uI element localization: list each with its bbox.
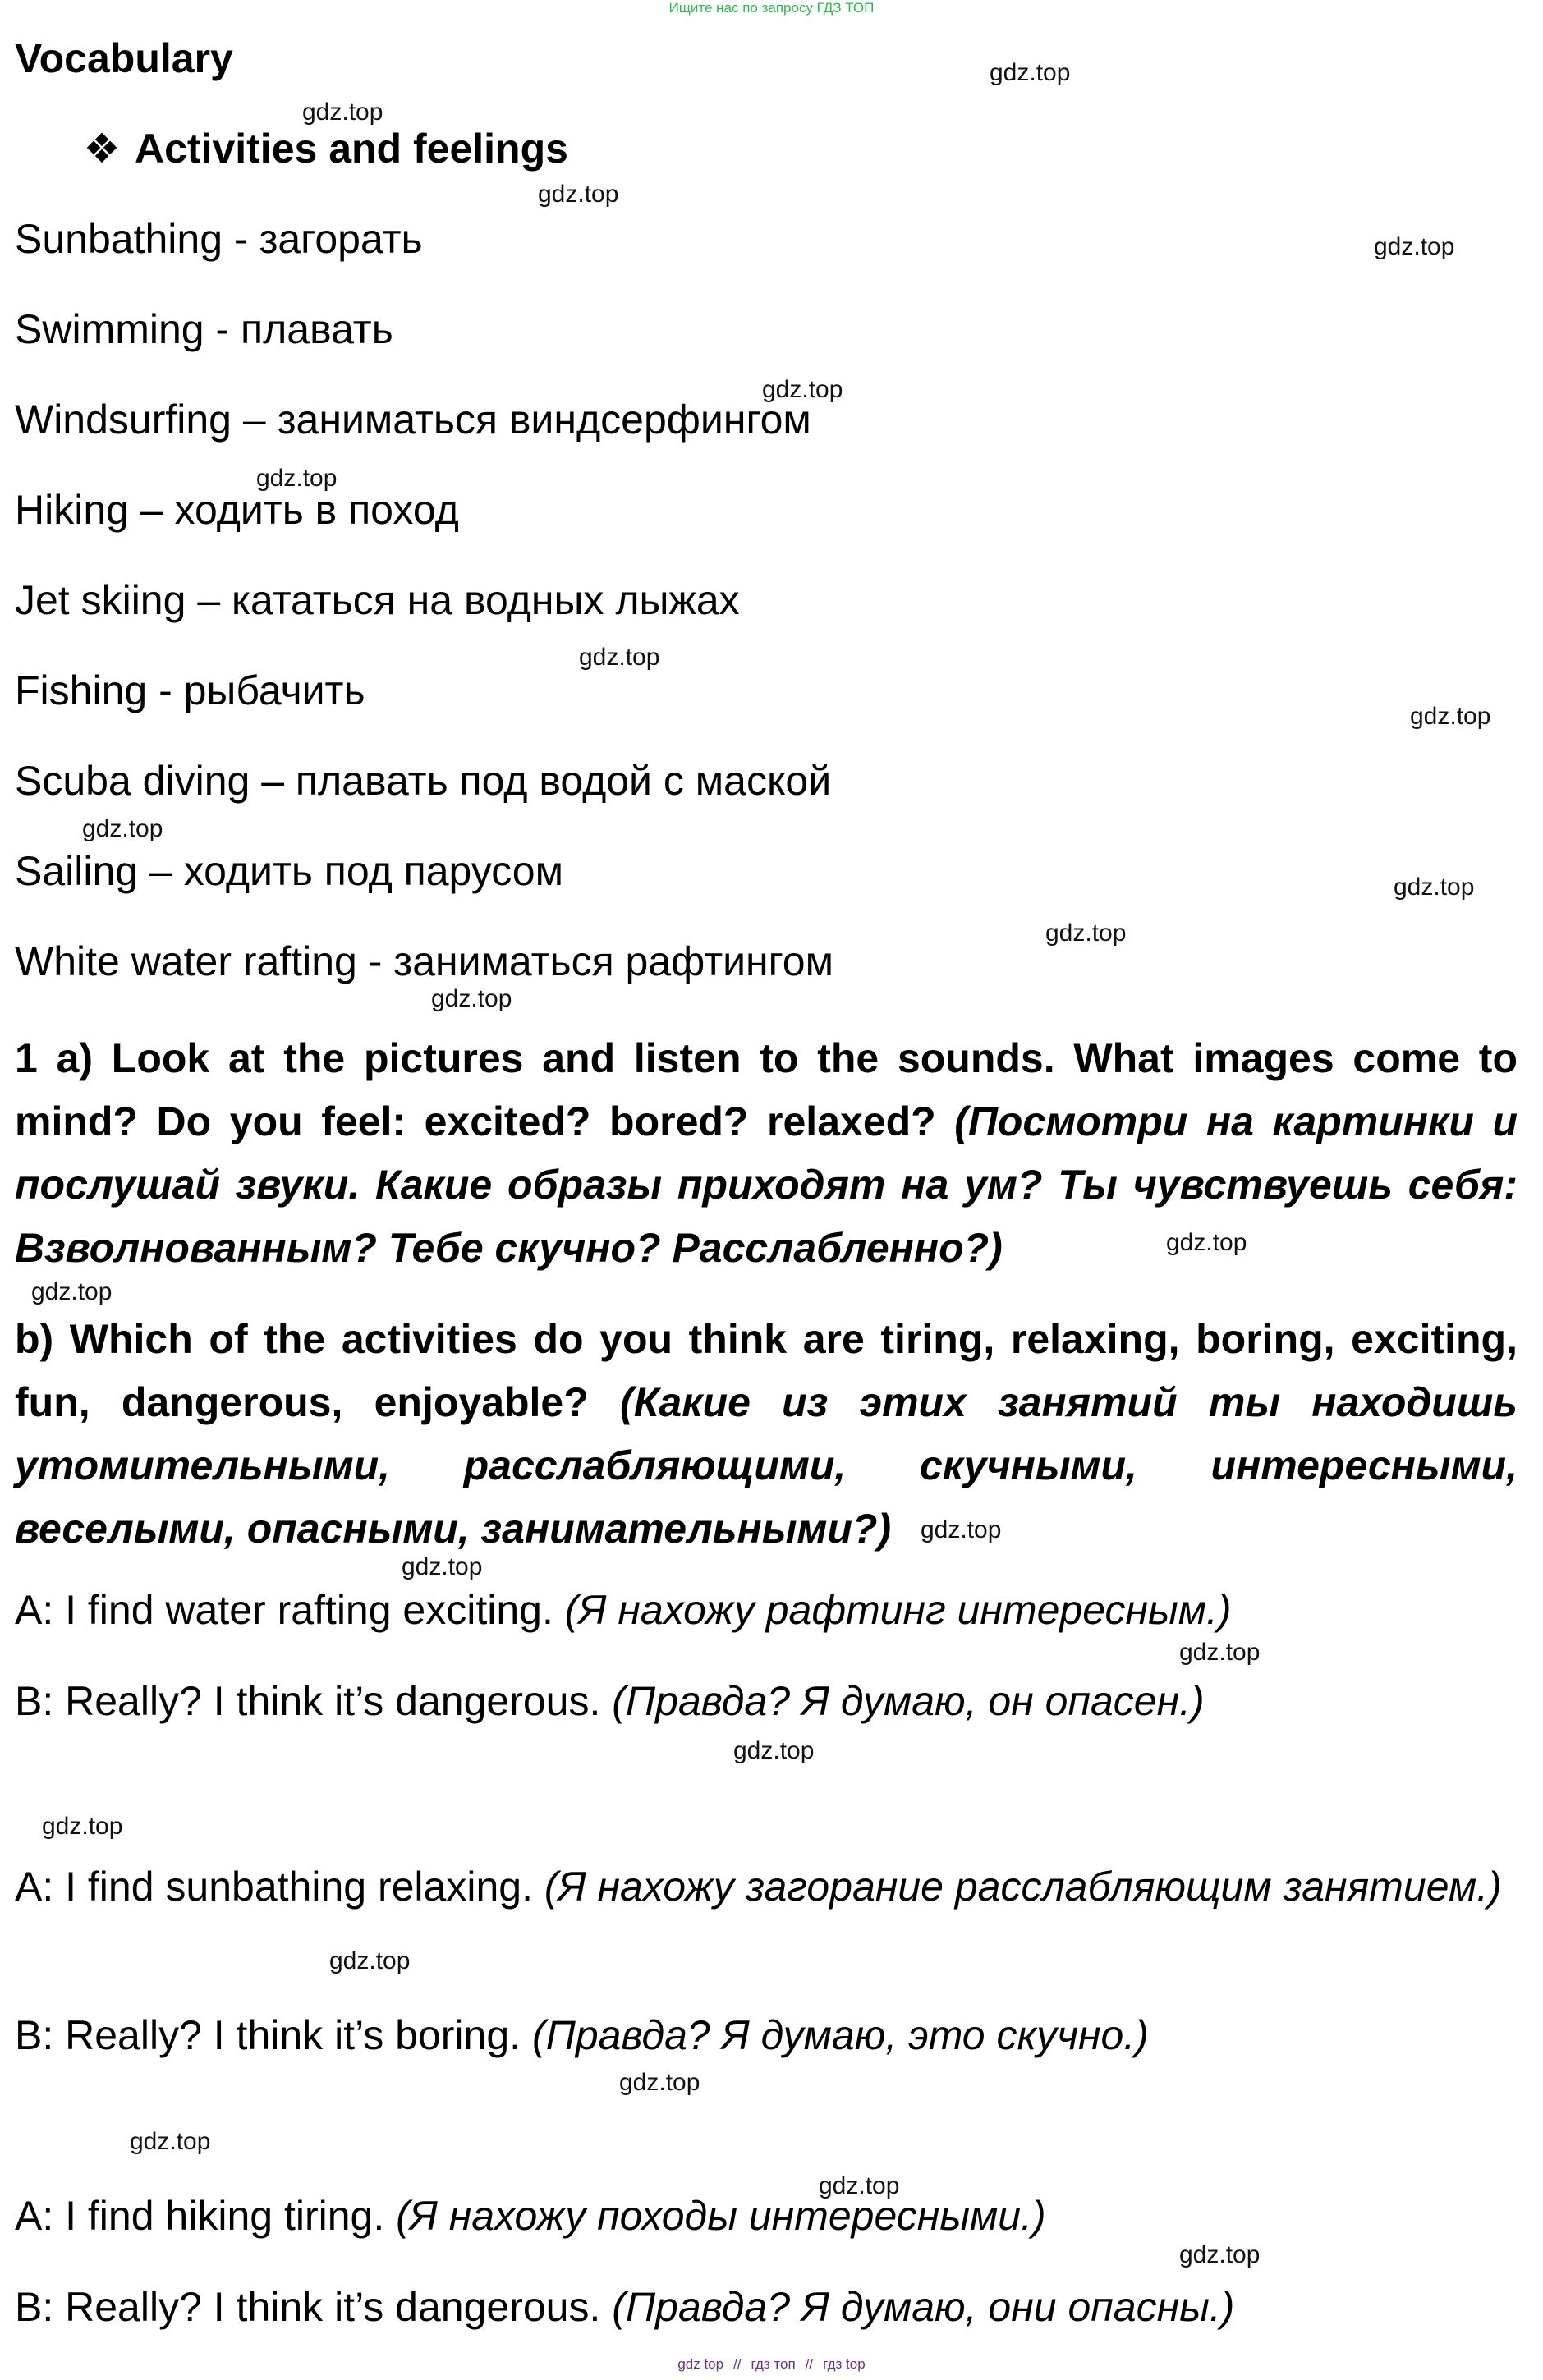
vocab-ru: кататься на водных лыжах	[232, 577, 740, 623]
vocab-en: Hiking	[15, 487, 129, 533]
vocab-separator: -	[204, 306, 241, 352]
vocab-en: Scuba diving	[15, 758, 250, 804]
vocab-item	[15, 578, 740, 623]
vocab-item	[15, 488, 459, 533]
section-heading	[76, 125, 568, 172]
top-banner: Ищите нас по запросу ГДЗ ТОП	[668, 0, 875, 16]
vocab-item	[15, 939, 833, 984]
dialogue-en: A: I find water rafting exciting.	[15, 1587, 553, 1633]
task-1b-en: b) Which of the activities do you think are tiring, relaxing, boring, exciting, fun, dangerous, enjoyable?	[15, 1316, 1518, 1425]
dialogue-en: B: Really? I think it’s boring.	[15, 2012, 521, 2058]
vocab-separator: –	[232, 397, 278, 443]
dialogue-line	[15, 1855, 1518, 1919]
watermark: gdz.top	[921, 1516, 1002, 1543]
dialogue-ru: (Я нахожу загорание расслабляющим занятием.)	[544, 1864, 1502, 1910]
vocab-en: Swimming	[15, 306, 204, 352]
vocab-ru: заниматься рафтингом	[393, 938, 833, 984]
watermark: gdz.top	[733, 1737, 815, 1764]
vocab-separator: -	[223, 216, 259, 262]
task-1a-en: 1 a) Look at the pictures and listen to the sounds. What images come to mind? Do you feel: excited? bored? relaxed?	[15, 1035, 1518, 1144]
vocab-en: Fishing	[15, 667, 148, 713]
dialogue-line	[15, 2194, 1046, 2239]
dialogue-ru: (Я нахожу рафтинг интересным.)	[564, 1587, 1232, 1633]
section-heading-text: Activities and feelings	[135, 126, 568, 172]
watermark: gdz.top	[402, 1553, 483, 1580]
vocab-en: Sunbathing	[15, 216, 223, 262]
task-1a-ru: (Посмотри на картинки и послушай звуки. Какие образы приходят на ум? Ты чувствуешь себя: Взволнованным? Тебе скучно? Расслабленно?)	[15, 1098, 1518, 1271]
watermark: gdz.top	[819, 2172, 900, 2199]
watermark: gdz.top	[619, 2069, 700, 2096]
vocab-separator: -	[147, 667, 184, 713]
watermark: gdz.top	[42, 1813, 123, 1840]
watermark: gdz.top	[431, 985, 512, 1012]
vocab-ru: рыбачить	[183, 667, 365, 713]
vocab-ru: ходить в поход	[174, 487, 459, 533]
watermark: gdz.top	[579, 644, 660, 671]
watermark: gdz.top	[762, 376, 843, 403]
vocab-separator: –	[128, 487, 175, 533]
watermark: gdz.top	[329, 1947, 411, 1974]
dialogue-ru: (Я нахожу походы интересными.)	[396, 2193, 1046, 2239]
watermark: gdz.top	[82, 815, 163, 842]
vocab-separator: –	[138, 848, 184, 894]
vocab-ru: плавать под водой с маской	[295, 758, 832, 804]
vocab-ru: заниматься виндсерфингом	[277, 397, 811, 443]
vocab-item	[15, 759, 831, 804]
vocab-en: Sailing	[15, 848, 139, 894]
watermark: gdz.top	[130, 2128, 211, 2155]
vocab-item	[15, 668, 365, 713]
vocab-ru: загорать	[259, 216, 423, 262]
vocab-separator: –	[250, 758, 296, 804]
footer-separator: //	[733, 2356, 742, 2372]
dialogue-en: A: I find sunbathing relaxing.	[15, 1864, 533, 1910]
vocab-item	[15, 217, 423, 262]
dialogue-ru: (Правда? Я думаю, они опасны.)	[612, 2284, 1235, 2330]
task-1a	[15, 1027, 1518, 1280]
vocab-en: Windsurfing	[15, 397, 232, 443]
task-1b-ru: (Какие из этих занятий ты находишь утомительными, расслабляющими, скучными, интересными, веселыми, опасными, занимательными?)	[15, 1379, 1518, 1552]
watermark: gdz.top	[1374, 233, 1455, 260]
watermark: gdz.top	[31, 1278, 113, 1305]
watermark: gdz.top	[1166, 1229, 1247, 1256]
watermark: gdz.top	[538, 181, 619, 208]
footer-link[interactable]: гдз топ	[751, 2356, 796, 2372]
watermark: gdz.top	[302, 99, 383, 126]
watermark: gdz.top	[1394, 874, 1475, 901]
dialogue-en: B: Really? I think it’s dangerous.	[15, 2284, 601, 2330]
footer-link[interactable]: gdz top	[677, 2356, 724, 2372]
watermark: gdz.top	[256, 465, 338, 492]
footer-separator: //	[805, 2356, 814, 2372]
watermark: gdz.top	[990, 59, 1071, 86]
dialogue-en: A: I find hiking tiring.	[15, 2193, 385, 2239]
watermark: gdz.top	[1179, 2241, 1261, 2268]
watermark: gdz.top	[1410, 703, 1491, 730]
dialogue-ru: (Правда? Я думаю, он опасен.)	[612, 1678, 1205, 1724]
dialogue-ru: (Правда? Я думаю, это скучно.)	[531, 2012, 1149, 2058]
task-1b	[15, 1308, 1518, 1561]
dialogue-line	[15, 2285, 1234, 2330]
footer-link[interactable]: гдз top	[823, 2356, 866, 2372]
dialogue-line	[15, 1588, 1232, 1633]
vocab-ru: ходить под парусом	[183, 848, 563, 894]
vocab-separator: -	[356, 938, 394, 984]
dialogue-en: B: Really? I think it’s dangerous.	[15, 1678, 601, 1724]
dialogue-line	[15, 1679, 1205, 1724]
watermark: gdz.top	[1045, 919, 1127, 947]
vocab-item	[15, 307, 393, 352]
vocab-item	[15, 849, 563, 894]
vocab-ru: плавать	[241, 306, 393, 352]
vocab-separator: –	[186, 577, 232, 623]
watermark: gdz.top	[1179, 1639, 1261, 1666]
dialogue-line	[15, 2013, 1149, 2058]
vocab-item	[15, 397, 811, 443]
page-title: Vocabulary	[15, 35, 233, 81]
vocab-en: Jet skiing	[15, 577, 186, 623]
footer	[0, 2356, 1543, 2373]
vocab-en: White water rafting	[15, 938, 357, 984]
diamond-bullet-icon: ❖	[83, 126, 121, 172]
